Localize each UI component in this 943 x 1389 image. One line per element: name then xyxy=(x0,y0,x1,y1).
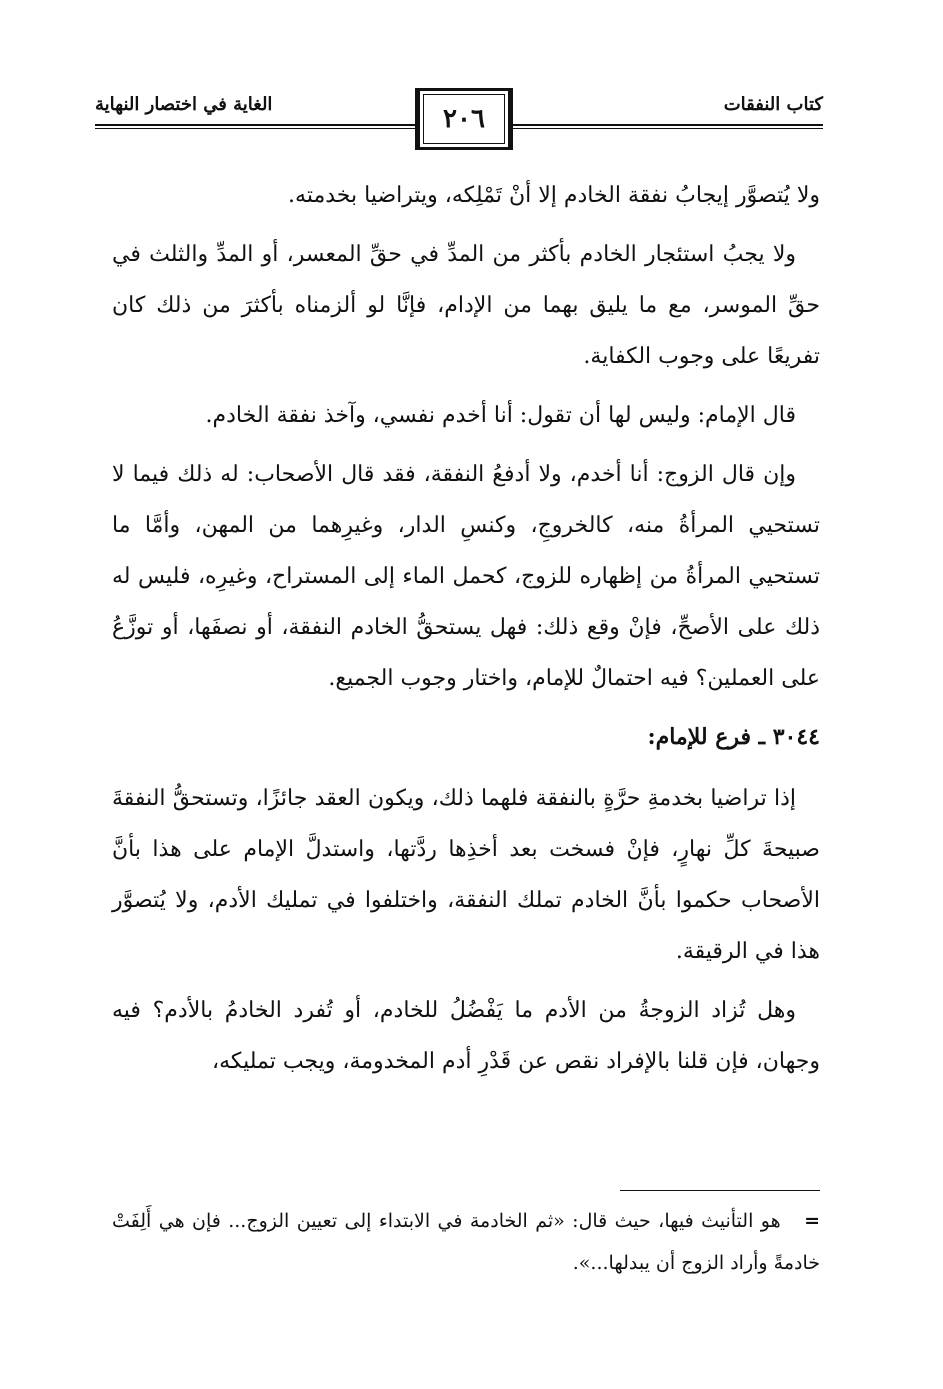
running-title-chapter: كتاب النفقات xyxy=(723,94,823,115)
page-number: ٢٠٦ xyxy=(423,94,505,144)
footnote-rule xyxy=(620,1190,820,1191)
footnote-text: هو التأنيث فيها، حيث قال: «ثم الخادمة في الابتداء إلى تعيين الزوج... فإن هي أَلِفَتْ خادمةً وأراد الزوج أن يبدلها...». xyxy=(112,1210,820,1274)
paragraph: قال الإمام: وليس لها أن تقول: أنا أخدم نفسي، وآخذ نفقة الخادم. xyxy=(205,403,796,428)
running-title-book: الغاية في اختصار النهاية xyxy=(95,94,273,115)
page-number-frame xyxy=(415,88,513,150)
page-header xyxy=(95,88,823,158)
footnote xyxy=(112,1200,820,1284)
paragraph: ولا يُتصوَّر إيجابُ نفقة الخادم إلا أنْ تَمْلِكه، ويتراضيا بخدمته. xyxy=(288,183,820,208)
paragraph: إذا تراضيا بخدمةِ حرَّةٍ بالنفقة فلهما ذلك، ويكون العقد جائزًا، وتستحقُّ النفقةَ صبيحةَ كلِّ نهارٍ، فإنْ فسخت بعد أخذِها ردَّتها، واستدلَّ الإمام على هذا بأنَّ الأصحاب حكموا بأنَّ الخادم تملك النفقة، واختلفوا في تمليك الأدم، ولا يُتصوَّر هذا في الرقيقة. xyxy=(112,786,820,964)
paragraph: وإن قال الزوج: أنا أخدم، ولا أدفعُ النفقة، فقد قال الأصحاب: له ذلك فيما لا تستحيي المرأةُ منه، كالخروجِ، وكنسِ الدار، وغيرِهما من المهن، وأمَّا ما تستحيي المرأةُ من إظهاره للزوج، كحمل الماء إلى المستراح، وغيرِه، فليس له ذلك على الأصحِّ، فإنْ وقع ذلك: فهل يستحقُّ الخادم النفقة، أو نصفَها، أو توزَّعُ على العملين؟ فيه احتمالٌ للإمام، واختار وجوب الجميع. xyxy=(112,462,820,691)
paragraph: وهل تُزاد الزوجةُ من الأدم ما يَفْضُلُ للخادم، أو تُفرد الخادمُ بالأدم؟ فيه وجهان، فإن قلنا بالإفراد نقص عن قَدْرِ أدم المخدومة، ويجب تمليكه، xyxy=(112,998,820,1074)
main-text xyxy=(112,170,820,1095)
paragraph: ولا يجبُ استئجار الخادم بأكثر من المدِّ في حقِّ المعسر، أو المدِّ والثلث في حقِّ الموسر، مع ما يليق بهما من الإدام، فإنَّا لو ألزمناه بأكثرَ من ذلك كان تفريعًا على وجوب الكفاية. xyxy=(112,242,820,369)
section-heading: ٣٠٤٤ ـ فرع للإمام: xyxy=(647,724,820,750)
footnote-continuation-marker: = xyxy=(804,1210,820,1232)
